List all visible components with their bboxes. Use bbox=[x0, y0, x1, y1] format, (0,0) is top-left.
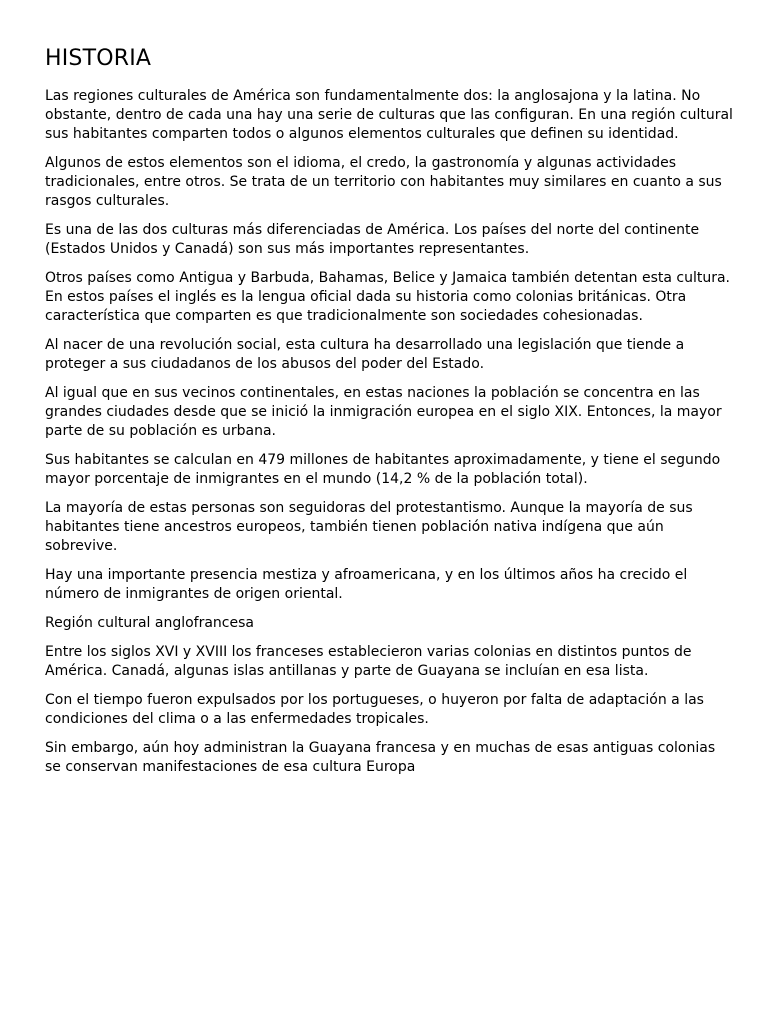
paragraph: Es una de las dos culturas más diferenciadas de América. Los países del norte del continente (Estados Unidos y Canadá) son sus más importantes representantes. bbox=[45, 222, 700, 257]
paragraph: Hay una importante presencia mestiza y afroamericana, y en los últimos años ha crecido el número de inmigrantes de origen oriental. bbox=[45, 567, 688, 602]
paragraph: Al igual que en sus vecinos continentales, en estas naciones la población se concentra en las grandes ciudades desde que se inició la inmigración europea en el siglo XIX. Entonces, la mayor parte de su población es urbana. bbox=[45, 385, 722, 439]
paragraph: Sin embargo, aún hoy administran la Guayana francesa y en muchas de esas antiguas colonias se conservan manifestaciones de esa cultura Europa bbox=[45, 740, 716, 775]
paragraph: La mayoría de estas personas son seguidoras del protestantismo. Aunque la mayoría de sus habitantes tiene ancestros europeos, también tienen población nativa indígena que aún sobrevive. bbox=[45, 500, 693, 554]
paragraph: Con el tiempo fueron expulsados por los portugueses, o huyeron por falta de adaptación a las condiciones del clima o a las enfermedades tropicales. bbox=[45, 692, 704, 727]
paragraph: Al nacer de una revolución social, esta cultura ha desarrollado una legislación que tiende a proteger a sus ciudadanos de los abusos del poder del Estado. bbox=[45, 337, 685, 372]
document-page bbox=[45, 44, 735, 787]
paragraph: Sus habitantes se calculan en 479 millones de habitantes aproximadamente, y tiene el segundo mayor porcentaje de inmigrantes en el mundo (14,2 % de la población total). bbox=[45, 452, 721, 487]
paragraph: Algunos de estos elementos son el idioma, el credo, la gastronomía y algunas actividades tradicionales, entre otros. Se trata de un territorio con habitantes muy similares en cuanto a sus rasgos culturales. bbox=[45, 155, 722, 209]
section-heading: Región cultural anglofrancesa bbox=[45, 615, 254, 631]
paragraph: Las regiones culturales de América son fundamentalmente dos: la anglosajona y la latina. No obstante, dentro de cada una hay una serie de culturas que las configuran. En una región cultural sus habitantes comparten todos o algunos elementos culturales que definen su identidad. bbox=[45, 88, 733, 142]
paragraph: Otros países como Antigua y Barbuda, Bahamas, Belice y Jamaica también detentan esta cultura. En estos países el inglés es la lengua oficial dada su historia como colonias británicas. Otra característica que comparten es que tradicionalmente son sociedades cohesionadas. bbox=[45, 270, 731, 324]
paragraph: Entre los siglos XVI y XVIII los franceses establecieron varias colonias en distintos puntos de América. Canadá, algunas islas antillanas y parte de Guayana se incluían en esa lista. bbox=[45, 644, 692, 679]
document-title: HISTORIA bbox=[45, 46, 152, 71]
